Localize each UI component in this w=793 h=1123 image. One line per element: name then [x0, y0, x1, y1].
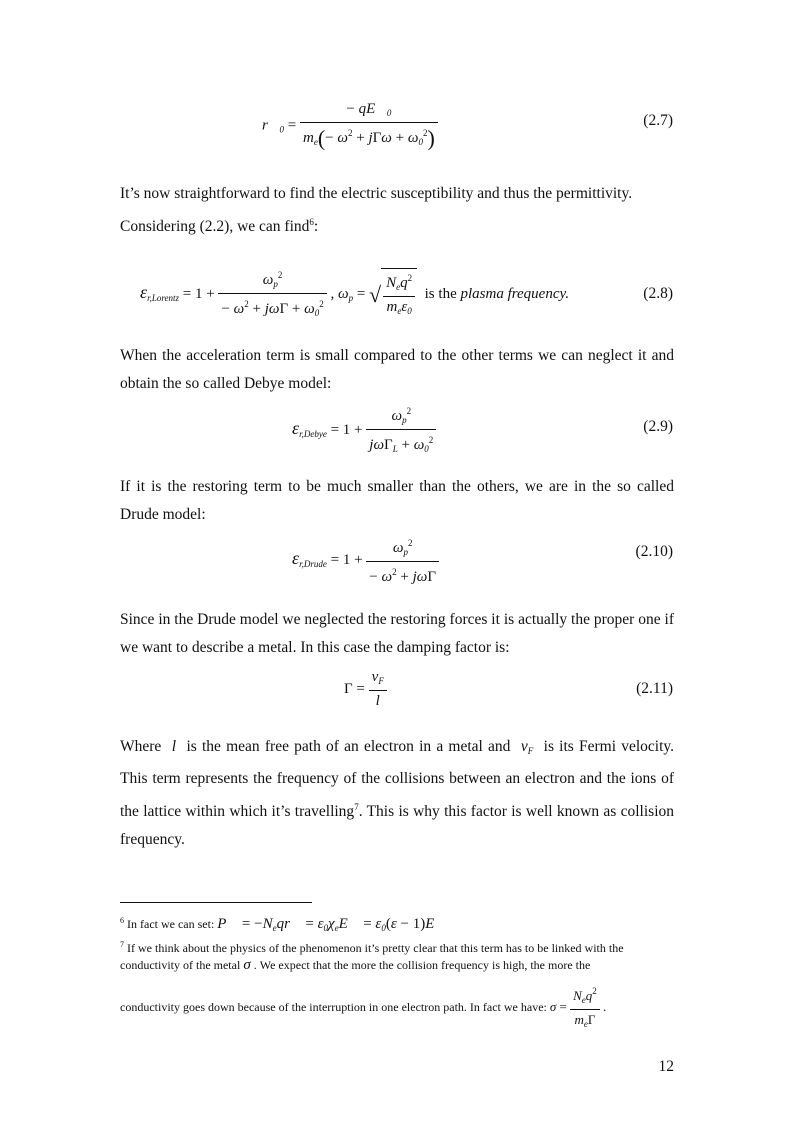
paragraph-3 — [120, 473, 674, 529]
footnote-7: $^7$ If we think about the physics of the phenomenon it’s pretty clear that this term has to be linked with the conductivity of the metal σ . We expect that the more the collision frequency is high, the more the conductivity goes down because of the interruption in one electron path. In fact we have: σ = $\frac{N_eq^2}{m_e\Gamma}$ . — [120, 940, 624, 1029]
footnote-text: . We expect that the more the collision frequency is high, the more the — [253, 958, 591, 972]
paragraph-4 — [120, 606, 674, 662]
paragraph-5: Where l is the mean free path of an electron in a metal and $v_F$ is its Fermi velocity. This term represents the frequency of the collisions between an electron and the ions of the lattice within which it’s travelling$^7$. This is why this factor is well known as collision frequency. — [120, 738, 675, 849]
footnote-text: If we think about the physics of the phenomenon it’s pretty clear that this term has to be linked with the conductivity of the metal — [120, 941, 624, 972]
text-segment: is its Fermi velocity. This term represents the frequency of the collisions between an electron and the ions of the lattice within which it’s travelling — [120, 738, 675, 821]
text-line: : — [313, 218, 319, 236]
text-segment: . This is why this factor is well known as collision frequency. — [120, 803, 675, 849]
equation-2-11: Γ = $\frac{v_F}{l}$ — [344, 668, 387, 711]
footnote-text: conductivity goes down because of the interruption in one electron path. In fact we have: — [120, 999, 547, 1014]
footnote-ref: 7 — [354, 802, 359, 812]
text-segment: is the mean free path of an electron in a metal and — [186, 738, 511, 755]
equation-number: (2.8) — [643, 285, 673, 302]
text-line: If it is the restoring term to be much smaller than the others, we are in the so called Drude model: — [120, 478, 674, 523]
text-line: Since in the Drude model we neglected the restoring forces it is actually the proper one if we want to describe a metal. In this case the damping factor is: — [120, 611, 674, 656]
equation-number: (2.10) — [635, 543, 673, 560]
equation-number: (2.9) — [643, 418, 673, 435]
plasma-text: is the — [424, 285, 457, 302]
paragraph-1 — [120, 180, 674, 241]
footnote-divider — [120, 902, 312, 903]
equation-2-8: $\varepsilon_{r,Lorentz} = 1$ + $\frac{\omega_p^2}{- \omega^2 + j\omega\Gamma + \omega_0^2}$ , $\omega_p$ = √ $\frac{N_eq^2}{m_e\varepsilon_0}$ is the plasma frequency. — [140, 266, 569, 323]
text-line: It’s now straightforward to find the electric susceptibility and thus the permittivity. — [120, 185, 633, 202]
paragraph-2 — [120, 342, 674, 398]
text-line: Considering (2.2), we can find — [120, 218, 310, 236]
equation-number: (2.7) — [643, 112, 673, 129]
equation-number: (2.11) — [636, 680, 673, 697]
text-line: When the acceleration term is small compared to the other terms we can neglect it and obtain the so called Debye model: — [120, 347, 674, 392]
plasma-term: plasma frequency. — [460, 285, 570, 302]
equation-2-7: $r⃗_0$ = $\frac{- qE⃗_0}{m_e(- \omega^2 + j\Gamma\omega + \omega_0^2)}$ — [262, 100, 438, 152]
footnote-ref: 6 — [309, 217, 314, 227]
footnote-number: 7 — [120, 940, 124, 949]
equation-2-9: $\varepsilon_{r,Debye} = 1$ + $\frac{\omega_p^2}{j\omega\Gamma_L + \omega_0^2}$ — [292, 402, 436, 459]
footnote-number: 6 — [120, 916, 124, 925]
footnote-text: In fact we can set: — [127, 917, 215, 931]
text-segment: Where — [120, 738, 162, 755]
page-number: 12 — [658, 1058, 674, 1075]
footnote-6: $^6$ In fact we can set: P⃗ = $-N_eqr⃗$ = $\varepsilon_0\chi_eE⃗ = \varepsilon_0(\varepsilon$ − 1)E⃗ — [120, 916, 447, 933]
equation-2-10: $\varepsilon_{r,Drude} = 1$ + $\frac{\omega_p^2}{- \omega^2 + j\omega\Gamma}$ — [292, 534, 439, 587]
